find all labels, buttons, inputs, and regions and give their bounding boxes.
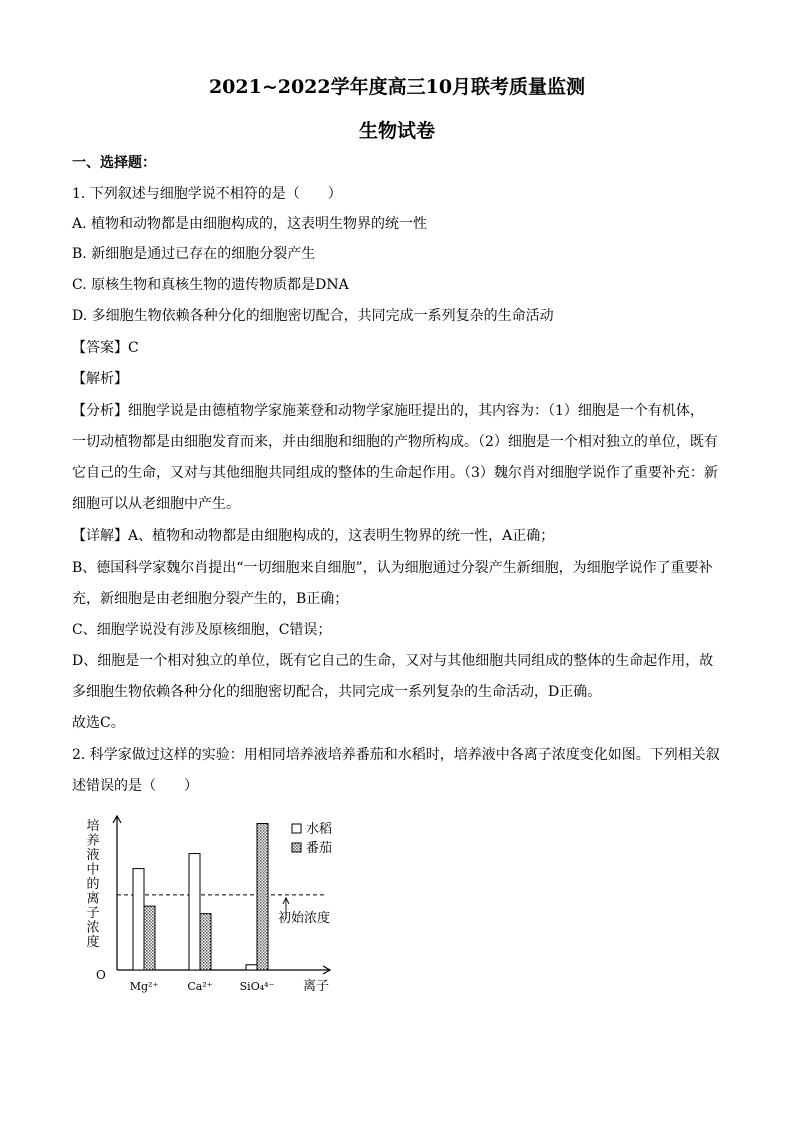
legend-label: 番茄 (306, 841, 333, 856)
document-subtitle: 生物试卷 (358, 120, 435, 142)
bar-tomato (200, 914, 211, 970)
y-axis-label-char: 度 (86, 935, 100, 950)
bar-tomato (144, 906, 155, 970)
ion-concentration-chart (80, 812, 350, 1002)
analysis-text-line: 细胞可以从老细胞中产生。 (72, 496, 240, 512)
x-axis-label: 离子 (302, 979, 330, 994)
detail-text-line: D、细胞是一个相对独立的单位，既有它自己的生命，又对与其他细胞共同组成的整体的生命起作用，故 (72, 653, 714, 669)
question-1-stem: 1. 下列叙述与细胞学说不相符的是（ ） (72, 186, 342, 202)
detail-text-line: 多细胞生物依赖各种分化的细胞密切配合，共同完成一系列复杂的生命活动，D正确。 (72, 684, 602, 700)
question-2-stem-line: 2. 科学家做过这样的实验：用相同培养液培养番茄和水稻时，培养液中各离子浓度变化如图。下列相关叙 (72, 747, 720, 763)
y-axis-label-char: 离 (86, 891, 100, 907)
bar-tomato (257, 824, 268, 970)
detail-text-line: 故选C。 (72, 715, 125, 731)
y-axis-label-char: 培 (86, 819, 100, 834)
analysis-text-line: 一切动植物都是由细胞发育而来，并由细胞和细胞的产物所构成。（2）细胞是一个相对独立的单位，既有 (72, 434, 718, 450)
legend-swatch (292, 824, 301, 833)
bar-rice (189, 854, 200, 970)
y-axis-label-char: 子 (86, 906, 100, 921)
analysis-text-line: 【分析】细胞学说是由德植物学家施莱登和动物学家施旺提出的，其内容为：（1）细胞是一个有机体， (72, 403, 704, 419)
x-tick-label: SiO₄⁴⁻ (239, 980, 275, 993)
document-title: 2021~2022学年度高三10月联考质量监测 (208, 76, 586, 98)
bar-rice (246, 965, 257, 970)
detail-text-line: 【详解】A、植物和动物都是由细胞构成的，这表明生物界的统一性，A正确； (72, 528, 555, 544)
legend-label: 水稻 (306, 822, 333, 837)
legend-swatch (292, 843, 301, 852)
y-axis-label-char: 的 (86, 877, 100, 892)
answer-line: 【答案】C (72, 340, 139, 356)
x-tick-label: Ca²⁺ (187, 980, 213, 993)
analysis-label: 【解析】 (72, 371, 128, 387)
x-tick-label: Mg²⁺ (129, 980, 159, 993)
y-axis-label-char: 中 (86, 862, 100, 878)
initial-concentration-label: 初始浓度 (278, 910, 331, 926)
bar-rice (133, 869, 144, 970)
question-1-option-b: B. 新细胞是通过已存在的细胞分裂产生 (72, 246, 316, 262)
y-axis-label-char: 养 (86, 833, 100, 849)
question-2-stem-line: 述错误的是（ ） (72, 778, 198, 794)
section-heading: 一、选择题： (72, 155, 156, 171)
analysis-text-line: 它自己的生命，又对与其他细胞共同组成的整体的生命起作用。（3）魏尔肖对细胞学说作了重要补充：新 (72, 465, 718, 481)
detail-text-line: 充，新细胞是由老细胞分裂产生的，B正确； (72, 591, 349, 607)
question-1-option-c: C. 原核生物和真核生物的遗传物质都是DNA (72, 277, 349, 293)
origin-label: O (96, 968, 106, 982)
question-1-option-a: A. 植物和动物都是由细胞构成的，这表明生物界的统一性 (72, 216, 428, 232)
detail-text-line: C、细胞学说没有涉及原核细胞，C错误； (72, 622, 332, 638)
y-axis-label-char: 液 (86, 848, 100, 863)
question-1-option-d: D. 多细胞生物依赖各种分化的细胞密切配合，共同完成一系列复杂的生命活动 (72, 308, 554, 324)
detail-text-line: B、德国科学家魏尔肖提出“一切细胞来自细胞”，认为细胞通过分裂产生新细胞，为细胞学说作了重要补 (72, 560, 713, 576)
y-axis-label-char: 浓 (86, 920, 100, 936)
